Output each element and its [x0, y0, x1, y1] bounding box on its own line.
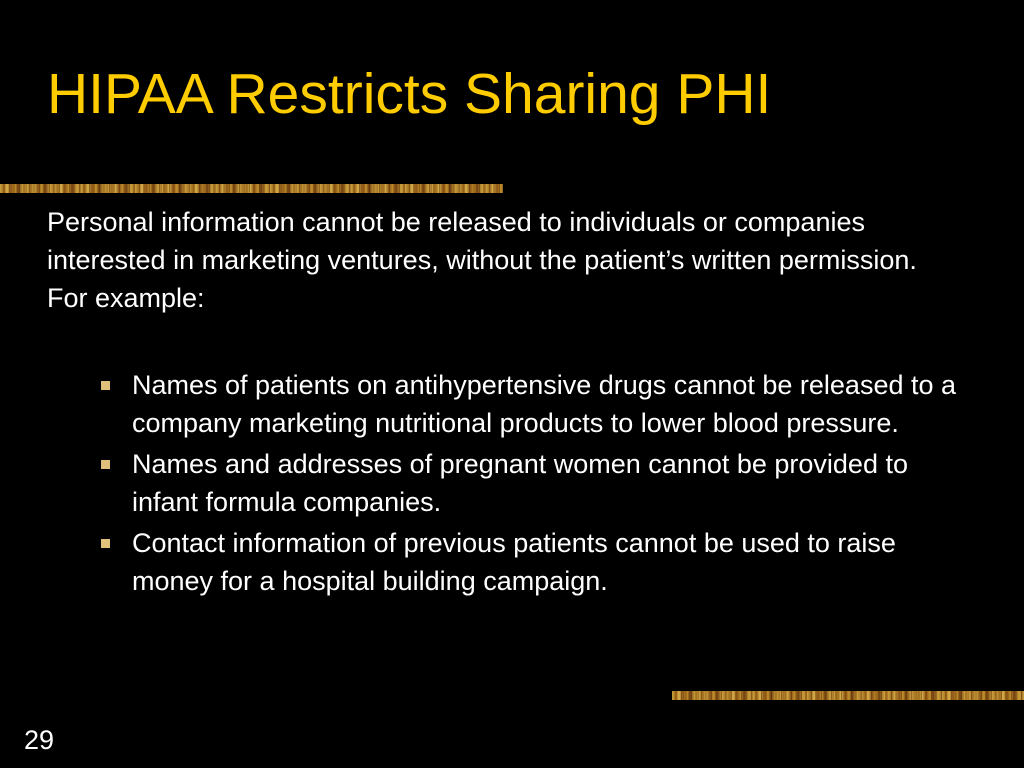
square-bullet-icon — [101, 381, 110, 390]
bullet-text: Contact information of previous patients cannot be used to raise money for a hospital building campaign. — [132, 528, 896, 596]
top-decorative-bar — [0, 184, 503, 193]
list-item — [98, 366, 978, 442]
square-bullet-icon — [101, 539, 110, 548]
bullet-text: Names of patients on antihypertensive drugs cannot be released to a company marketing nutritional products to lower blood pressure. — [132, 370, 957, 438]
intro-paragraph: Personal information cannot be released to individuals or companies interested in marketing ventures, without the patient’s written permission. For example: — [47, 207, 917, 313]
slide-title: HIPAA Restricts Sharing PHI — [47, 62, 772, 126]
slide-number: 29 — [24, 725, 55, 755]
list-item — [98, 445, 978, 521]
bullet-list — [98, 366, 978, 603]
bullet-text: Names and addresses of pregnant women cannot be provided to infant formula companies. — [132, 449, 908, 517]
bottom-decorative-bar — [672, 691, 1024, 700]
list-item — [98, 524, 978, 600]
square-bullet-icon — [101, 460, 110, 469]
